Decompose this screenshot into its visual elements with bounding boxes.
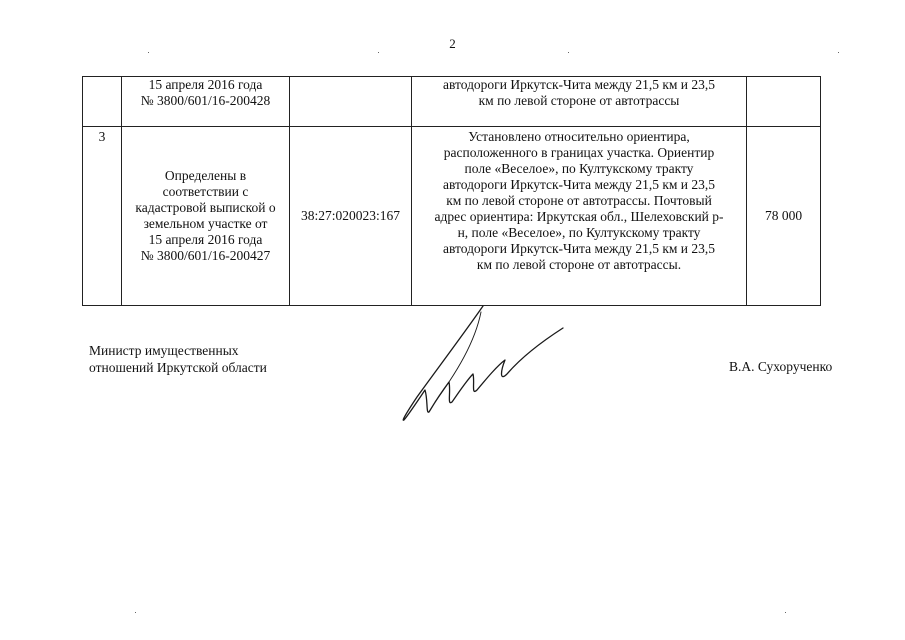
location-line: расположенного в границах участка. Ориентир xyxy=(443,145,715,160)
location-cell xyxy=(412,77,747,127)
basis-cell xyxy=(122,127,290,306)
location-line: км по левой стороне от автотрассы. xyxy=(476,257,682,272)
signatory-title-line: Министр имущественных xyxy=(89,343,239,358)
handwritten-signature xyxy=(395,302,570,427)
basis-cell xyxy=(122,77,290,127)
scan-speck xyxy=(135,612,136,613)
scan-speck xyxy=(785,612,786,613)
basis-line: № 3800/601/16-200428 xyxy=(140,93,271,108)
land-plots-table xyxy=(82,76,821,306)
cadastral-number-cell xyxy=(290,77,412,127)
row-number-cell xyxy=(83,77,122,127)
scan-speck xyxy=(838,52,839,53)
price-cell xyxy=(747,77,821,127)
signatory-title-line: отношений Иркутской области xyxy=(89,360,267,375)
location-line: км по левой стороне от автотрассы xyxy=(478,93,680,108)
table-row xyxy=(83,127,821,306)
basis-line: кадастровой выпиской о xyxy=(135,200,276,215)
scan-speck xyxy=(568,52,569,53)
table-row xyxy=(83,77,821,127)
scan-speck xyxy=(378,52,379,53)
basis-line: Определены в xyxy=(164,168,247,183)
signatory-title xyxy=(89,342,267,376)
location-line: автодороги Иркутск-Чита между 21,5 км и 23,5 xyxy=(442,241,716,256)
location-cell xyxy=(412,127,747,306)
row-number-cell: 3 xyxy=(83,127,122,306)
location-line: адрес ориентира: Иркутская обл., Шелеховский р- xyxy=(434,209,724,224)
cadastral-number-cell: 38:27:020023:167 xyxy=(290,127,412,306)
location-line: поле «Веселое», по Култукскому тракту xyxy=(464,161,694,176)
location-line: км по левой стороне от автотрассы. Почтовый xyxy=(446,193,712,208)
basis-line: 15 апреля 2016 года xyxy=(148,232,263,247)
location-line: автодороги Иркутск-Чита между 21,5 км и 23,5 xyxy=(442,77,716,92)
location-line: н, поле «Веселое», по Култукскому тракту xyxy=(457,225,701,240)
basis-line: соответствии с xyxy=(162,184,249,199)
location-line: автодороги Иркутск-Чита между 21,5 км и 23,5 xyxy=(442,177,716,192)
page-number: 2 xyxy=(449,36,456,51)
basis-line: 15 апреля 2016 года xyxy=(148,77,263,92)
basis-line: земельном участке от xyxy=(143,216,268,231)
signatory-name: В.А. Сухорученко xyxy=(729,359,833,374)
scan-speck xyxy=(148,52,149,53)
location-line: Установлено относительно ориентира, xyxy=(468,129,690,144)
basis-line: № 3800/601/16-200427 xyxy=(140,248,271,263)
price-cell: 78 000 xyxy=(747,127,821,306)
